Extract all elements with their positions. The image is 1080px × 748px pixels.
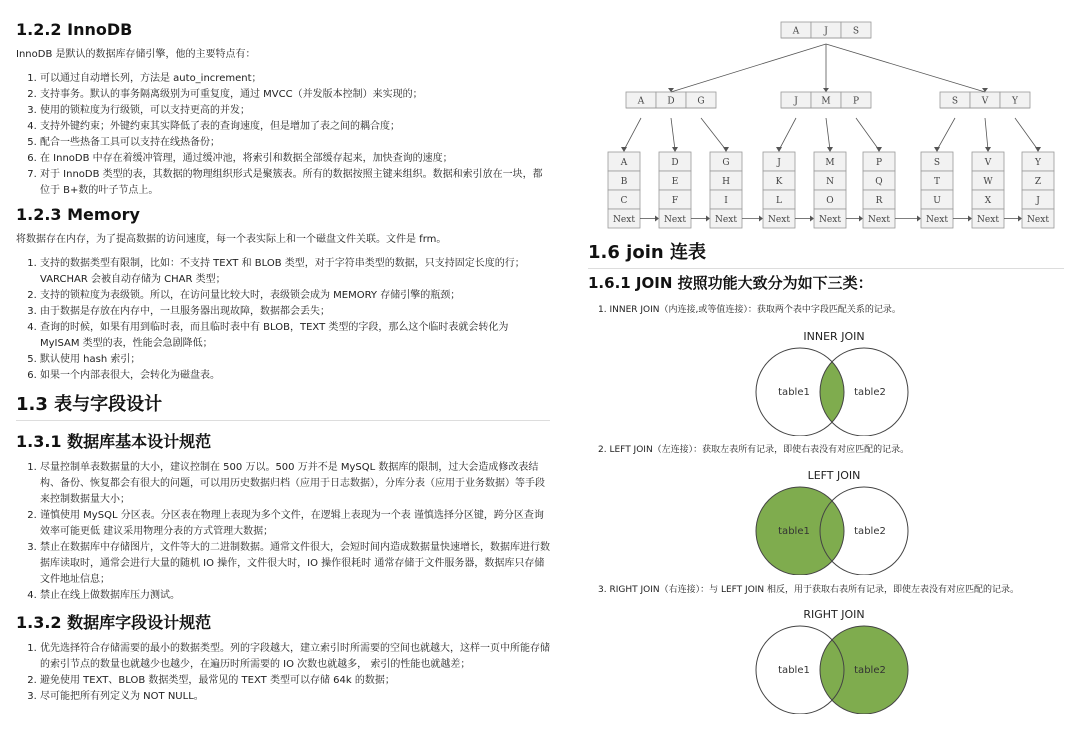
arrow-head	[810, 216, 814, 222]
leaf-key: J	[777, 158, 781, 168]
list-item: 1. 优先选择符合存储需要的最小的数据类型。列的字段越大，建立索引时所需要的空间也就越大，这样一页中所能存储的索引节点的数量也就越少也越少，在遍历时所需要的 IO 次数也就越多， 索引的性能也就越差；	[40, 641, 550, 673]
field-spec-list	[16, 641, 550, 705]
leaf-node	[1022, 152, 1054, 228]
leaf-key: I	[724, 196, 728, 206]
leaf-key: M	[825, 158, 835, 168]
internal-node	[626, 92, 716, 108]
innodb-intro: InnoDB 是默认的数据库存储引擎，他的主要特点有：	[16, 49, 256, 60]
section-memory-title: 1.2.3 Memory	[16, 205, 140, 224]
venn-title: LEFT JOIN	[807, 469, 861, 482]
list-number: 1.	[598, 305, 607, 315]
list-item: 1. 尽量控制单表数据量的大小，建议控制在 500 万以。500 万并不是 MySQL 数据库的限制，过大会造成修改表结构、备份、恢复都会有很大的问题，可以用历史数据归档（应用于日志数据），分库分表（应用于业务数据）等手段来控制数据量大小；	[40, 460, 550, 508]
arrow-head	[859, 216, 863, 222]
section-basic-spec-title: 1.3.1 数据库基本设计规范	[16, 432, 212, 451]
section-table-design-title: 1.3 表与字段设计	[16, 390, 550, 421]
node-key: P	[852, 96, 860, 107]
list-item: 3. 禁止在数据库中存储图片，文件等大的二进制数据。通常文件很大，会短时间内造成数据量快速增长，数据库进行数据库读取时，通常会进行大量的随机 IO 操作，文件很大时，IO 操作很耗时 通常存储于文件服务器，数据库只存储文件地址信息；	[40, 540, 550, 588]
tree-edge	[826, 118, 830, 150]
join-item-left	[598, 442, 909, 455]
leaf-key: X	[984, 196, 992, 206]
left-column	[16, 14, 550, 711]
table2-label: table2	[854, 526, 886, 537]
join-desc: LEFT JOIN（左连接）：获取左表所有记录，即使右表没有对应匹配的记录。	[609, 445, 910, 455]
leaf-node	[763, 152, 795, 228]
list-item: 1. 支持的数据类型有限制，比如：不支持 TEXT 和 BLOB 类型，对于字符串类型的数据，只支持固定长度的行；VARCHAR 会被自动存储为 CHAR 类型；	[40, 256, 550, 288]
leaf-key: L	[776, 196, 782, 206]
table2-label: table2	[854, 387, 886, 398]
list-item: 2. 避免使用 TEXT、BLOB 数据类型，最常见的 TEXT 类型可以存储 64k 的数据；	[40, 673, 550, 689]
list-item: 6. 如果一个内部表很大，会转化为磁盘表。	[40, 368, 550, 384]
node-key: A	[792, 26, 800, 37]
leaf-next-label: Next	[977, 215, 999, 225]
leaf-key: U	[933, 196, 941, 206]
leaf-node	[863, 152, 895, 228]
tree-edge	[937, 118, 955, 150]
tree-edge	[985, 118, 988, 150]
arrow-head	[776, 147, 782, 152]
table1-label: table1	[778, 526, 810, 537]
leaf-node	[921, 152, 953, 228]
arrow-head	[621, 147, 627, 152]
arrow-head	[917, 216, 921, 222]
list-item: 4. 支持外键约束；外键约束其实降低了表的查询速度，但是增加了表之间的耦合度；	[40, 119, 550, 135]
right-column	[588, 0, 1064, 748]
list-item: 1. 可以通过自动增长列，方法是 auto_increment；	[40, 71, 550, 87]
list-item: 4. 查询的时候，如果有用到临时表，而且临时表中有 BLOB，TEXT 类型的字段，那么这个临时表就会转化为 MyISAM 类型的表，性能会急剧降低；	[40, 320, 550, 352]
list-item: 6. 在 InnoDB 中存在着缓冲管理，通过缓冲池，将索引和数据全部缓存起来，加快查询的速度；	[40, 151, 550, 167]
leaf-key: Y	[1035, 158, 1041, 168]
section-join-types-title: 1.6.1 JOIN 按照功能大致分为如下三类：	[588, 274, 873, 292]
leaf-key: Z	[1034, 177, 1042, 187]
leaf-node	[659, 152, 691, 228]
basic-spec-list	[16, 460, 550, 604]
leaf-key: K	[775, 177, 783, 187]
arrow-head	[759, 216, 763, 222]
leaf-node	[710, 152, 742, 228]
list-item: 3. 使用的锁粒度为行级锁，可以支持更高的并发；	[40, 103, 550, 119]
node-key: S	[852, 26, 860, 37]
join-item-inner	[598, 302, 901, 315]
arrow-head	[985, 147, 991, 152]
leaf-next-label: Next	[868, 215, 890, 225]
join-desc: RIGHT JOIN（右连接）：与 LEFT JOIN 相反，用于获取右表所有记录，即使左表没有对应匹配的记录。	[609, 585, 1020, 595]
list-item: 5. 配合一些热备工具可以支持在线热备份；	[40, 135, 550, 151]
tree-edge	[671, 44, 826, 92]
internal-node	[781, 92, 871, 108]
section-field-spec-title: 1.3.2 数据库字段设计规范	[16, 613, 212, 632]
venn-title: RIGHT JOIN	[803, 608, 865, 621]
leaf-next-label: Next	[664, 215, 686, 225]
leaf-next-label: Next	[1027, 215, 1049, 225]
node-key: G	[697, 96, 705, 107]
arrow-head	[655, 216, 659, 222]
tree-edge	[779, 118, 796, 150]
leaf-key: J	[1036, 196, 1040, 206]
arrow-head	[823, 88, 829, 92]
leaf-next-label: Next	[613, 215, 635, 225]
node-key: M	[821, 96, 831, 107]
leaf-key: B	[620, 177, 628, 187]
list-number: 3.	[598, 585, 607, 595]
internal-node	[940, 92, 1030, 108]
list-item: 2. 谨慎使用 MySQL 分区表。分区表在物理上表现为多个文件，在逻辑上表现为一个表 谨慎选择分区键，跨分区查询效率可能更低 建议采用物理分表的方式管理大数据；	[40, 508, 550, 540]
arrow-head	[706, 216, 710, 222]
node-key: S	[951, 96, 959, 107]
list-item: 3. 由于数据是存放在内存中，一旦服务器出现故障，数据都会丢失；	[40, 304, 550, 320]
table1-label: table1	[778, 665, 810, 676]
leaf-node	[814, 152, 846, 228]
join-desc: INNER JOIN（内连接,或等值连接）：获取两个表中字段匹配关系的记录。	[609, 305, 901, 315]
leaf-key: O	[826, 196, 834, 206]
node-key: J	[794, 96, 798, 107]
leaf-next-label: Next	[819, 215, 841, 225]
innodb-list	[16, 71, 550, 199]
leaf-key: W	[983, 177, 993, 187]
leaf-key: T	[933, 177, 941, 187]
node-key: J	[824, 26, 828, 37]
arrow-head	[934, 147, 940, 152]
list-item: 2. 支持事务。默认的事务隔离级别为可重复度，通过 MVCC（并发版本控制）来实现的；	[40, 87, 550, 103]
leaf-next-label: Next	[768, 215, 790, 225]
leaf-node	[972, 152, 1004, 228]
arrow-head	[1018, 216, 1022, 222]
list-item: 7. 对于 InnoDB 类型的表，其数据的物理组织形式是聚簇表。所有的数据按照主键来组织。数据和索引放在一块，都位于 B+数的叶子节点上。	[40, 167, 550, 199]
tree-edge	[856, 118, 879, 150]
table2-label: table2	[854, 665, 886, 676]
list-item: 4. 禁止在线上做数据库压力测试。	[40, 588, 550, 604]
leaf-next-label: Next	[926, 215, 948, 225]
leaf-key: E	[671, 177, 679, 187]
arrow-head	[723, 147, 729, 152]
table1-label: table1	[778, 387, 810, 398]
leaf-key: R	[875, 196, 883, 206]
arrow-head	[876, 147, 882, 152]
leaf-key: Q	[875, 177, 883, 187]
list-item: 2. 支持的锁粒度为表级锁。所以，在访问量比较大时，表级锁会成为 MEMORY 存储引擎的瓶颈；	[40, 288, 550, 304]
root-node	[781, 22, 871, 38]
memory-list	[16, 256, 550, 384]
section-join-title: 1.6 join 连表	[588, 238, 1064, 269]
leaf-node	[608, 152, 640, 228]
leaf-key: P	[875, 158, 883, 168]
leaf-key: N	[826, 177, 834, 187]
tree-edge	[826, 44, 985, 92]
inner-join-venn	[738, 326, 938, 436]
leaf-key: G	[722, 158, 730, 168]
memory-intro: 将数据存在内存，为了提高数据的访问速度，每一个表实际上和一个磁盘文件关联。文件是 frm。	[16, 234, 447, 245]
leaf-key: S	[933, 158, 941, 168]
node-key: V	[981, 96, 989, 107]
tree-edge	[701, 118, 726, 150]
tree-edge	[1015, 118, 1038, 150]
tree-edge	[671, 118, 675, 150]
leaf-key: A	[620, 158, 628, 168]
list-number: 2.	[598, 445, 607, 455]
node-key: A	[637, 96, 645, 107]
arrow-head	[1035, 147, 1041, 152]
bplus-tree-diagram	[588, 0, 1064, 232]
right-join-venn	[738, 604, 938, 714]
tree-edge	[624, 118, 641, 150]
join-item-right	[598, 582, 1019, 595]
left-join-venn	[738, 465, 938, 575]
list-item: 5. 默认使用 hash 索引；	[40, 352, 550, 368]
leaf-key: H	[722, 177, 730, 187]
leaf-key: D	[671, 158, 679, 168]
node-key: D	[667, 96, 675, 107]
node-key: Y	[1012, 96, 1018, 107]
leaf-next-label: Next	[715, 215, 737, 225]
venn-title: INNER JOIN	[803, 330, 865, 343]
arrow-head	[672, 147, 678, 152]
leaf-key: C	[620, 196, 628, 206]
arrow-head	[968, 216, 972, 222]
leaf-key: V	[984, 158, 992, 168]
leaf-key: F	[671, 196, 679, 206]
arrow-head	[827, 147, 833, 152]
section-innodb-title: 1.2.2 InnoDB	[16, 20, 133, 39]
list-item: 3. 尽可能把所有列定义为 NOT NULL。	[40, 689, 550, 705]
